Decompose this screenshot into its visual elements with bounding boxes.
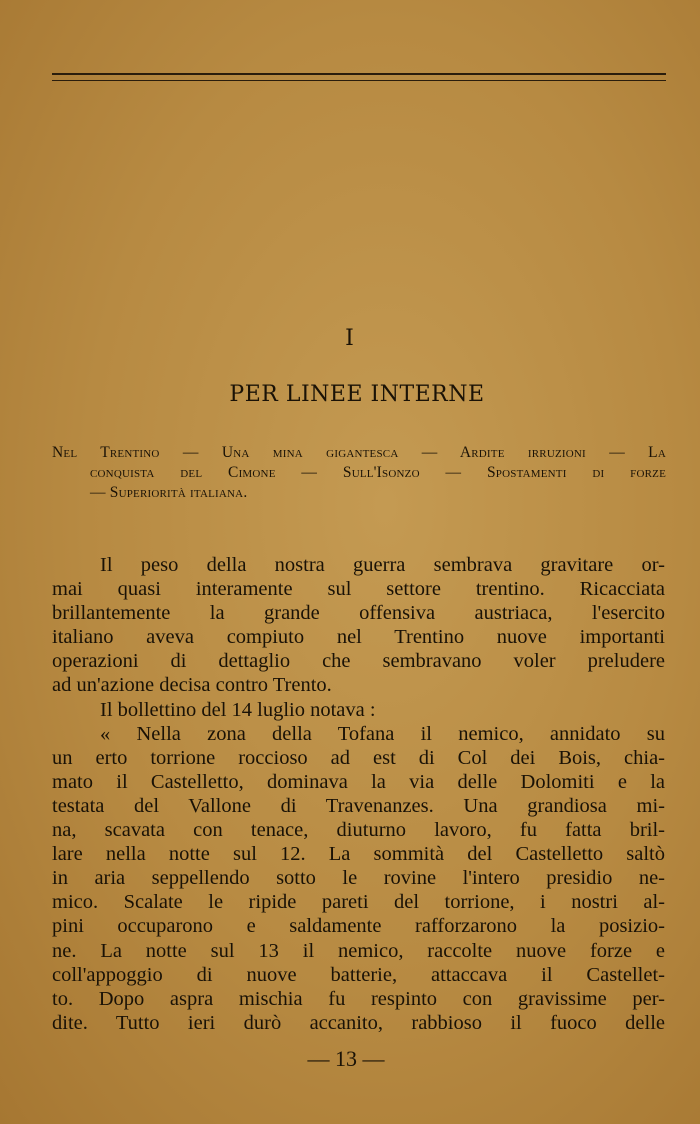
text-line: mico. Scalate le ripide pareti del torrione, i nostri al- (52, 891, 665, 914)
text-line: pini occuparono e saldamente rafforzarono la posizio- (52, 915, 665, 938)
text-line: mai quasi interamente sul settore trentino. Ricacciata (52, 578, 665, 601)
text-line: Il peso della nostra guerra sembrava gravitare or- (100, 554, 665, 576)
summary-line: — Superiorità italiana. (90, 484, 248, 501)
text-line: Il bollettino del 14 luglio notava : (100, 698, 376, 721)
chapter-title: PER LINEE INTERNE (229, 382, 485, 407)
top-rule-thin (52, 80, 666, 81)
summary-line: conquista del Cimone — Sull'Isonzo — Spostamenti di forze (90, 464, 666, 481)
top-rule (52, 73, 666, 75)
text-line: to. Dopo aspra mischia fu respinto con gravissime per- (52, 987, 665, 1010)
text-line: italiano aveva compiuto nel Trentino nuove importanti (52, 626, 665, 649)
text-line: dite. Tutto ieri durò accanito, rabbioso il fuoco delle (52, 1011, 665, 1034)
text-line: coll'appoggio di nuove batterie, attaccava il Castellet- (52, 963, 665, 986)
chapter-summary (52, 443, 666, 503)
text-line: na, scavata con tenace, diuturno lavoro, fu fatta bril- (52, 819, 665, 842)
text-line: in aria seppellendo sotto le rovine l'intero presidio ne- (52, 867, 665, 890)
text-line: « Nella zona della Tofana il nemico, annidato su (100, 722, 665, 745)
text-line: lare nella notte sul 12. La sommità del Castelletto saltò (52, 843, 665, 866)
body-text (52, 553, 665, 1035)
text-line: testata del Vallone di Travenanzes. Una grandiosa mi- (52, 794, 665, 817)
text-line: mato il Castelletto, dominava la via delle Dolomiti e la (52, 770, 665, 793)
text-line: operazioni di dettaglio che sembravano voler preludere (52, 650, 665, 673)
summary-line: Nel Trentino — Una mina gigantesca — Ardite irruzioni — La (52, 444, 666, 461)
text-line: ne. La notte sul 13 il nemico, raccolte nuove forze e (52, 939, 665, 962)
text-line: un erto torrione roccioso ad est di Col dei Bois, chia- (52, 746, 665, 769)
page-number: — 13 — (307, 1046, 385, 1071)
chapter-number: I (345, 326, 355, 351)
text-line: ad un'azione decisa contro Trento. (52, 674, 332, 697)
text-line: brillantemente la grande offensiva austriaca, l'esercito (52, 602, 665, 625)
